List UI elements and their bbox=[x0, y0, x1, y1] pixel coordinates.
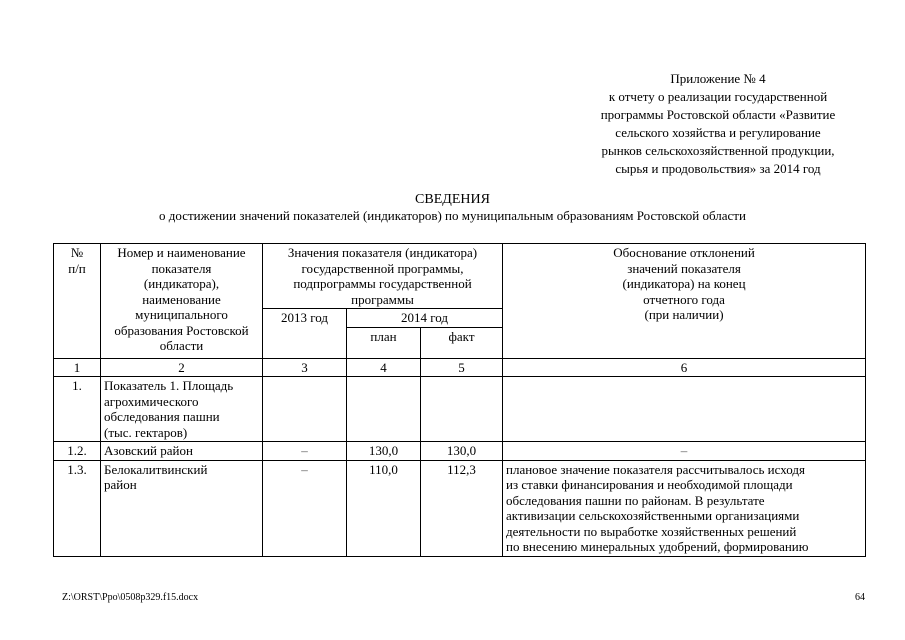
row-reason bbox=[503, 377, 866, 442]
header-year-2013: 2013 год bbox=[263, 309, 347, 359]
row-fact: 112,3 bbox=[421, 460, 503, 556]
row-num: 1. bbox=[54, 377, 101, 442]
header-reason bbox=[503, 244, 866, 359]
col-number: 5 bbox=[421, 358, 503, 377]
header-values-line: программы bbox=[351, 291, 414, 307]
row-name-line: Белокалитвинский bbox=[104, 461, 208, 477]
header-name-line: области bbox=[159, 338, 204, 353]
col-number: 6 bbox=[503, 358, 866, 377]
footer-page-number: 64 bbox=[855, 592, 865, 603]
footer-file-path: Z:\ORST\Ppo\0508p329.f15.docx bbox=[62, 592, 199, 603]
row-reason bbox=[503, 460, 866, 556]
row-name-line: агрохимического bbox=[104, 393, 199, 409]
row-2013 bbox=[263, 377, 347, 442]
row-name-line: обследования пашни bbox=[104, 409, 220, 424]
header-reason-line: (при наличии) bbox=[644, 307, 724, 322]
row-name-line: район bbox=[104, 477, 137, 492]
column-number-row bbox=[54, 358, 866, 377]
header-num-line: № bbox=[70, 245, 84, 260]
row-name bbox=[101, 460, 263, 556]
row-reason-line: плановое значение показателя рассчитывалось исходя bbox=[506, 461, 805, 477]
header-fact: факт bbox=[421, 327, 503, 358]
row-reason-line: из ставки финансирования и необходимой площади bbox=[506, 477, 793, 492]
appendix-line: рынков сельскохозяйственной продукции, bbox=[601, 143, 835, 158]
header-plan: план bbox=[347, 327, 421, 358]
row-plan bbox=[347, 377, 421, 442]
row-name bbox=[101, 377, 263, 442]
row-plan: 130,0 bbox=[347, 442, 421, 461]
header-values-line: государственной программы, bbox=[301, 260, 464, 276]
row-2013: – bbox=[263, 442, 347, 461]
row-num: 1.2. bbox=[54, 442, 101, 461]
row-fact bbox=[421, 377, 503, 442]
table-row bbox=[54, 460, 866, 556]
table-row bbox=[54, 442, 866, 461]
col-number: 4 bbox=[347, 358, 421, 377]
row-plan: 110,0 bbox=[347, 460, 421, 556]
row-num: 1.3. bbox=[54, 460, 101, 556]
col-number: 1 bbox=[54, 358, 101, 377]
col-number: 2 bbox=[101, 358, 263, 377]
appendix-line: к отчету о реализации государственной bbox=[608, 89, 828, 104]
table-row bbox=[54, 377, 866, 442]
document-subtitle: о достижении значений показателей (индикаторов) по муниципальным образованиям Ростовской области bbox=[159, 208, 746, 223]
header-year-2014: 2014 год bbox=[347, 309, 503, 328]
header-name-line: (индикатора), bbox=[143, 276, 220, 291]
row-name-line: Азовский район bbox=[104, 443, 193, 458]
header-name-line: муниципального bbox=[135, 307, 228, 322]
document-title: СВЕДЕНИЯ bbox=[415, 192, 490, 207]
header-row bbox=[54, 244, 866, 309]
header-name-line: Номер и наименование bbox=[117, 245, 246, 260]
appendix-line: программы Ростовской области «Развитие bbox=[600, 107, 836, 122]
row-fact: 130,0 bbox=[421, 442, 503, 461]
row-name bbox=[101, 442, 263, 461]
row-2013: – bbox=[263, 460, 347, 556]
header-values-line: Значения показателя (индикатора) bbox=[287, 245, 478, 260]
row-reason-line: по внесению минеральных удобрений, формированию bbox=[506, 539, 809, 554]
appendix-line: сырья и продовольствия» за 2014 год bbox=[615, 161, 821, 176]
row-reason: – bbox=[503, 442, 866, 461]
col-number: 3 bbox=[263, 358, 347, 377]
header-num-line: п/п bbox=[68, 260, 86, 276]
indicators-table bbox=[53, 243, 866, 557]
header-reason-line: (индикатора) на конец bbox=[622, 276, 746, 291]
header-name-line: образования Ростовской bbox=[114, 322, 249, 338]
header-name-line: показателя bbox=[151, 260, 212, 276]
header-num bbox=[54, 244, 101, 359]
appendix-block bbox=[568, 70, 868, 178]
appendix-line: сельского хозяйства и регулирование bbox=[615, 125, 821, 140]
row-reason-line: обследования пашни по районам. В результате bbox=[506, 492, 765, 508]
header-reason-line: отчетного года bbox=[643, 291, 725, 307]
appendix-line: Приложение № 4 bbox=[670, 71, 766, 86]
header-name-line: наименование bbox=[142, 291, 221, 307]
row-name-line: Показатель 1. Площадь bbox=[104, 378, 234, 393]
header-reason-line: Обоснование отклонений bbox=[613, 245, 755, 260]
header-values bbox=[263, 244, 503, 309]
header-reason-line: значений показателя bbox=[627, 260, 741, 276]
header-values-line: подпрограммы государственной bbox=[293, 276, 472, 291]
row-reason-line: деятельности по выработке хозяйственных решений bbox=[506, 523, 797, 539]
row-reason-line: активизации сельскохозяйственными организациями bbox=[506, 508, 800, 523]
row-name-line: (тыс. гектаров) bbox=[104, 424, 188, 440]
header-name bbox=[101, 244, 263, 359]
